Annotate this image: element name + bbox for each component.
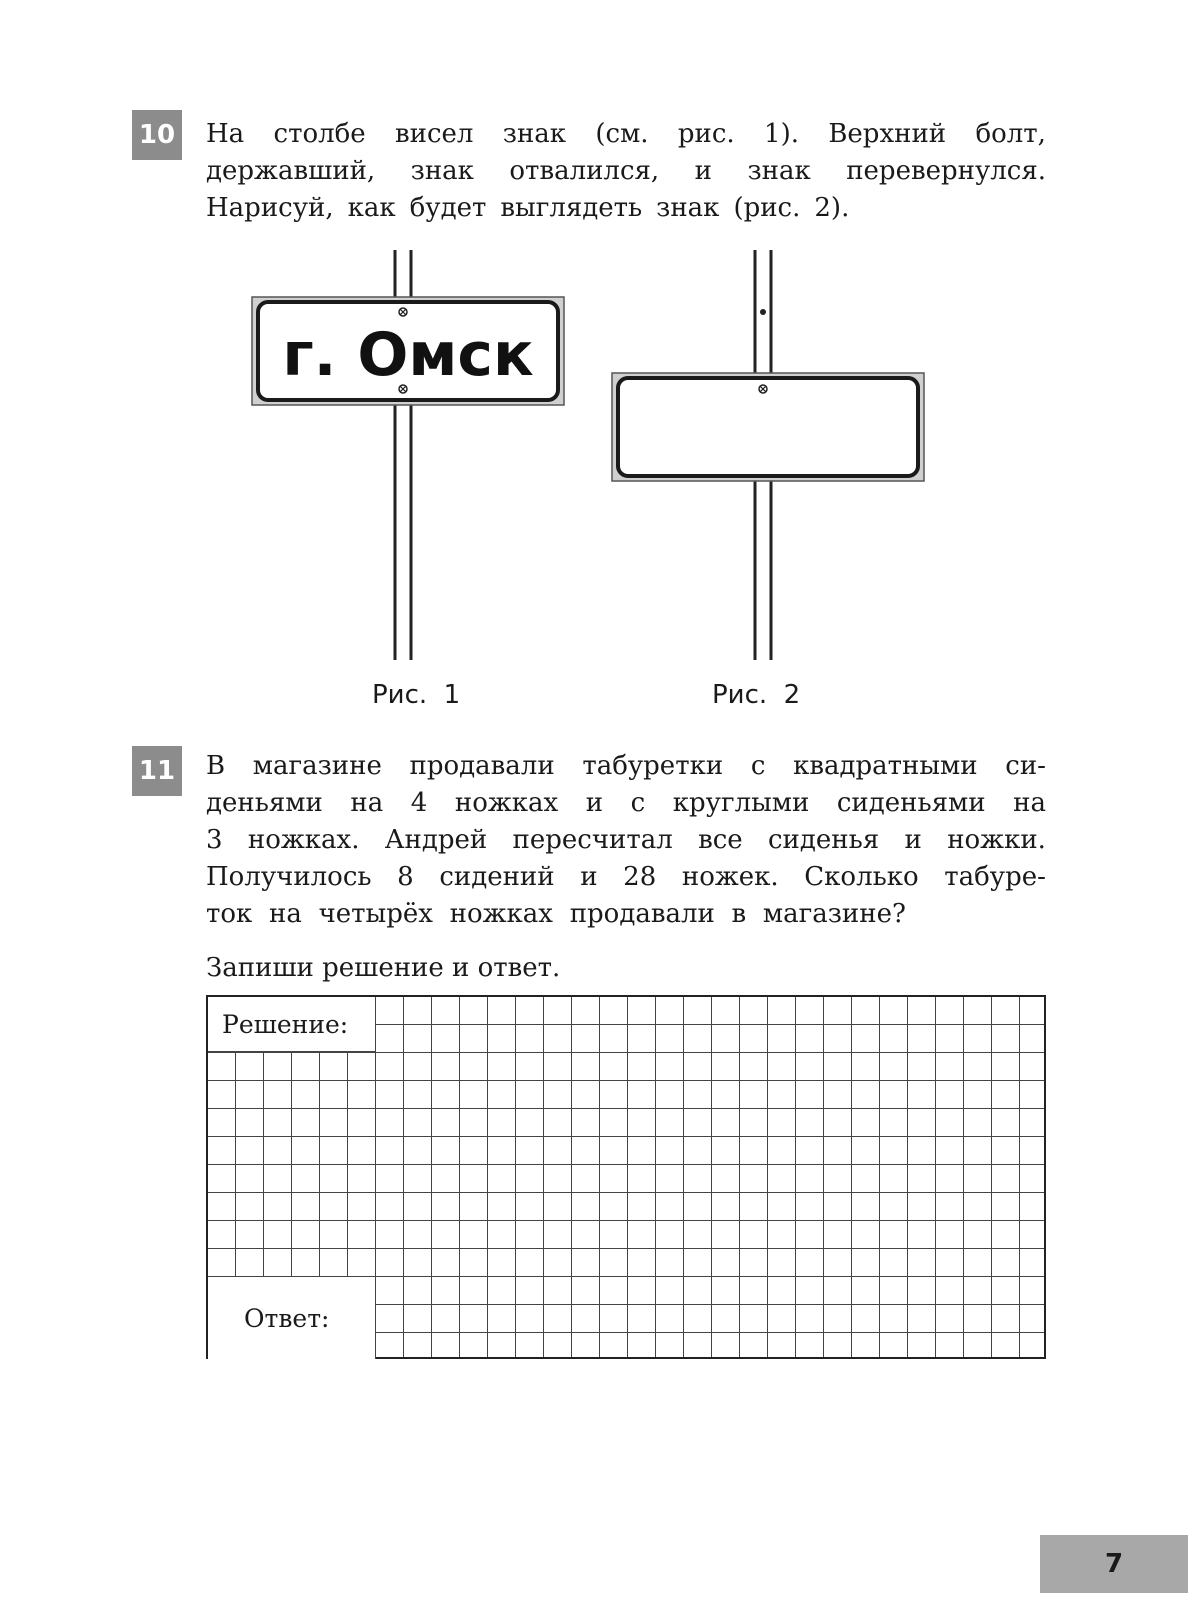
word: Получилось — [206, 862, 372, 892]
word: на — [269, 899, 302, 929]
word: пересчитал — [512, 825, 673, 855]
word: 8 — [397, 862, 414, 892]
figure-2-caption: Рис. 2 — [712, 680, 801, 710]
word: ножках. — [247, 825, 360, 855]
word: рис. — [677, 119, 735, 149]
word: (см. — [595, 119, 649, 149]
text-line — [206, 859, 1046, 896]
word: и — [904, 825, 922, 855]
word: на — [350, 788, 384, 818]
word: продавали — [409, 751, 555, 781]
word: круглыми — [672, 788, 810, 818]
word: сиденья — [768, 825, 880, 855]
word: на — [1013, 788, 1046, 818]
word: ножках — [454, 788, 559, 818]
word: продавали — [569, 899, 715, 929]
word: отвалился, — [509, 156, 660, 186]
word: 2). — [814, 193, 850, 223]
word: магазине? — [762, 899, 906, 929]
word: (рис. — [733, 193, 801, 223]
figure-1-sign — [240, 250, 580, 660]
word: ножки. — [947, 825, 1046, 855]
word: с — [630, 788, 646, 818]
word: Сколько — [804, 862, 919, 892]
text-line — [206, 116, 1046, 153]
sign-text: г. Омск — [282, 320, 534, 390]
word: ток — [206, 899, 253, 929]
word: и — [580, 862, 598, 892]
word: 4 — [410, 788, 428, 818]
word: си- — [1005, 751, 1046, 781]
word: табуре- — [944, 862, 1046, 892]
word: Андрей — [384, 825, 488, 855]
word: державший, — [206, 156, 376, 186]
word: висел — [395, 119, 474, 149]
word: знак — [410, 156, 474, 186]
text-line — [206, 822, 1046, 859]
word: в — [731, 899, 747, 929]
word: и — [694, 156, 712, 186]
word: На — [206, 119, 245, 149]
word: 3 — [206, 825, 223, 855]
word: сиденьями — [836, 788, 986, 818]
word: с — [750, 751, 766, 781]
text-line — [206, 896, 906, 933]
text-line — [206, 785, 1046, 822]
word: знак — [747, 156, 811, 186]
word: магазине — [252, 751, 382, 781]
word: знак — [502, 119, 567, 149]
word: столбе — [273, 119, 366, 149]
word: болт, — [975, 119, 1046, 149]
word: четырёх — [318, 899, 433, 929]
page-number: 7 — [1040, 1535, 1188, 1593]
text-line — [206, 153, 1046, 190]
word: знак — [656, 193, 720, 223]
word: Нарисуй, — [206, 193, 334, 223]
word: будет — [409, 193, 487, 223]
figure-2-sign — [600, 250, 940, 660]
word: ножках — [449, 899, 553, 929]
solution-label: Решение: — [208, 997, 376, 1052]
figure-1-caption: Рис. 1 — [372, 680, 461, 710]
word: 28 — [623, 862, 657, 892]
word: табуретки — [582, 751, 724, 781]
text-line — [206, 190, 1046, 227]
word: квадратными — [793, 751, 978, 781]
solution-grid[interactable] — [206, 995, 1046, 1359]
word: выглядеть — [500, 193, 643, 223]
word: все — [698, 825, 743, 855]
word: и — [585, 788, 604, 818]
word: перевернулся. — [846, 156, 1046, 186]
task-10-number-badge: 10 — [132, 110, 182, 160]
answer-label: Ответ: — [208, 1276, 376, 1359]
task-11-instruction: Запиши решение и ответ. — [206, 953, 561, 983]
text-line — [206, 748, 1046, 785]
word: ножек. — [681, 862, 779, 892]
word: сидений — [439, 862, 555, 892]
word: Верхний — [828, 119, 947, 149]
word: В — [206, 751, 226, 781]
task-11-number-badge: 11 — [132, 746, 182, 796]
word: как — [347, 193, 396, 223]
word: деньями — [206, 788, 323, 818]
word: 1). — [764, 119, 799, 149]
